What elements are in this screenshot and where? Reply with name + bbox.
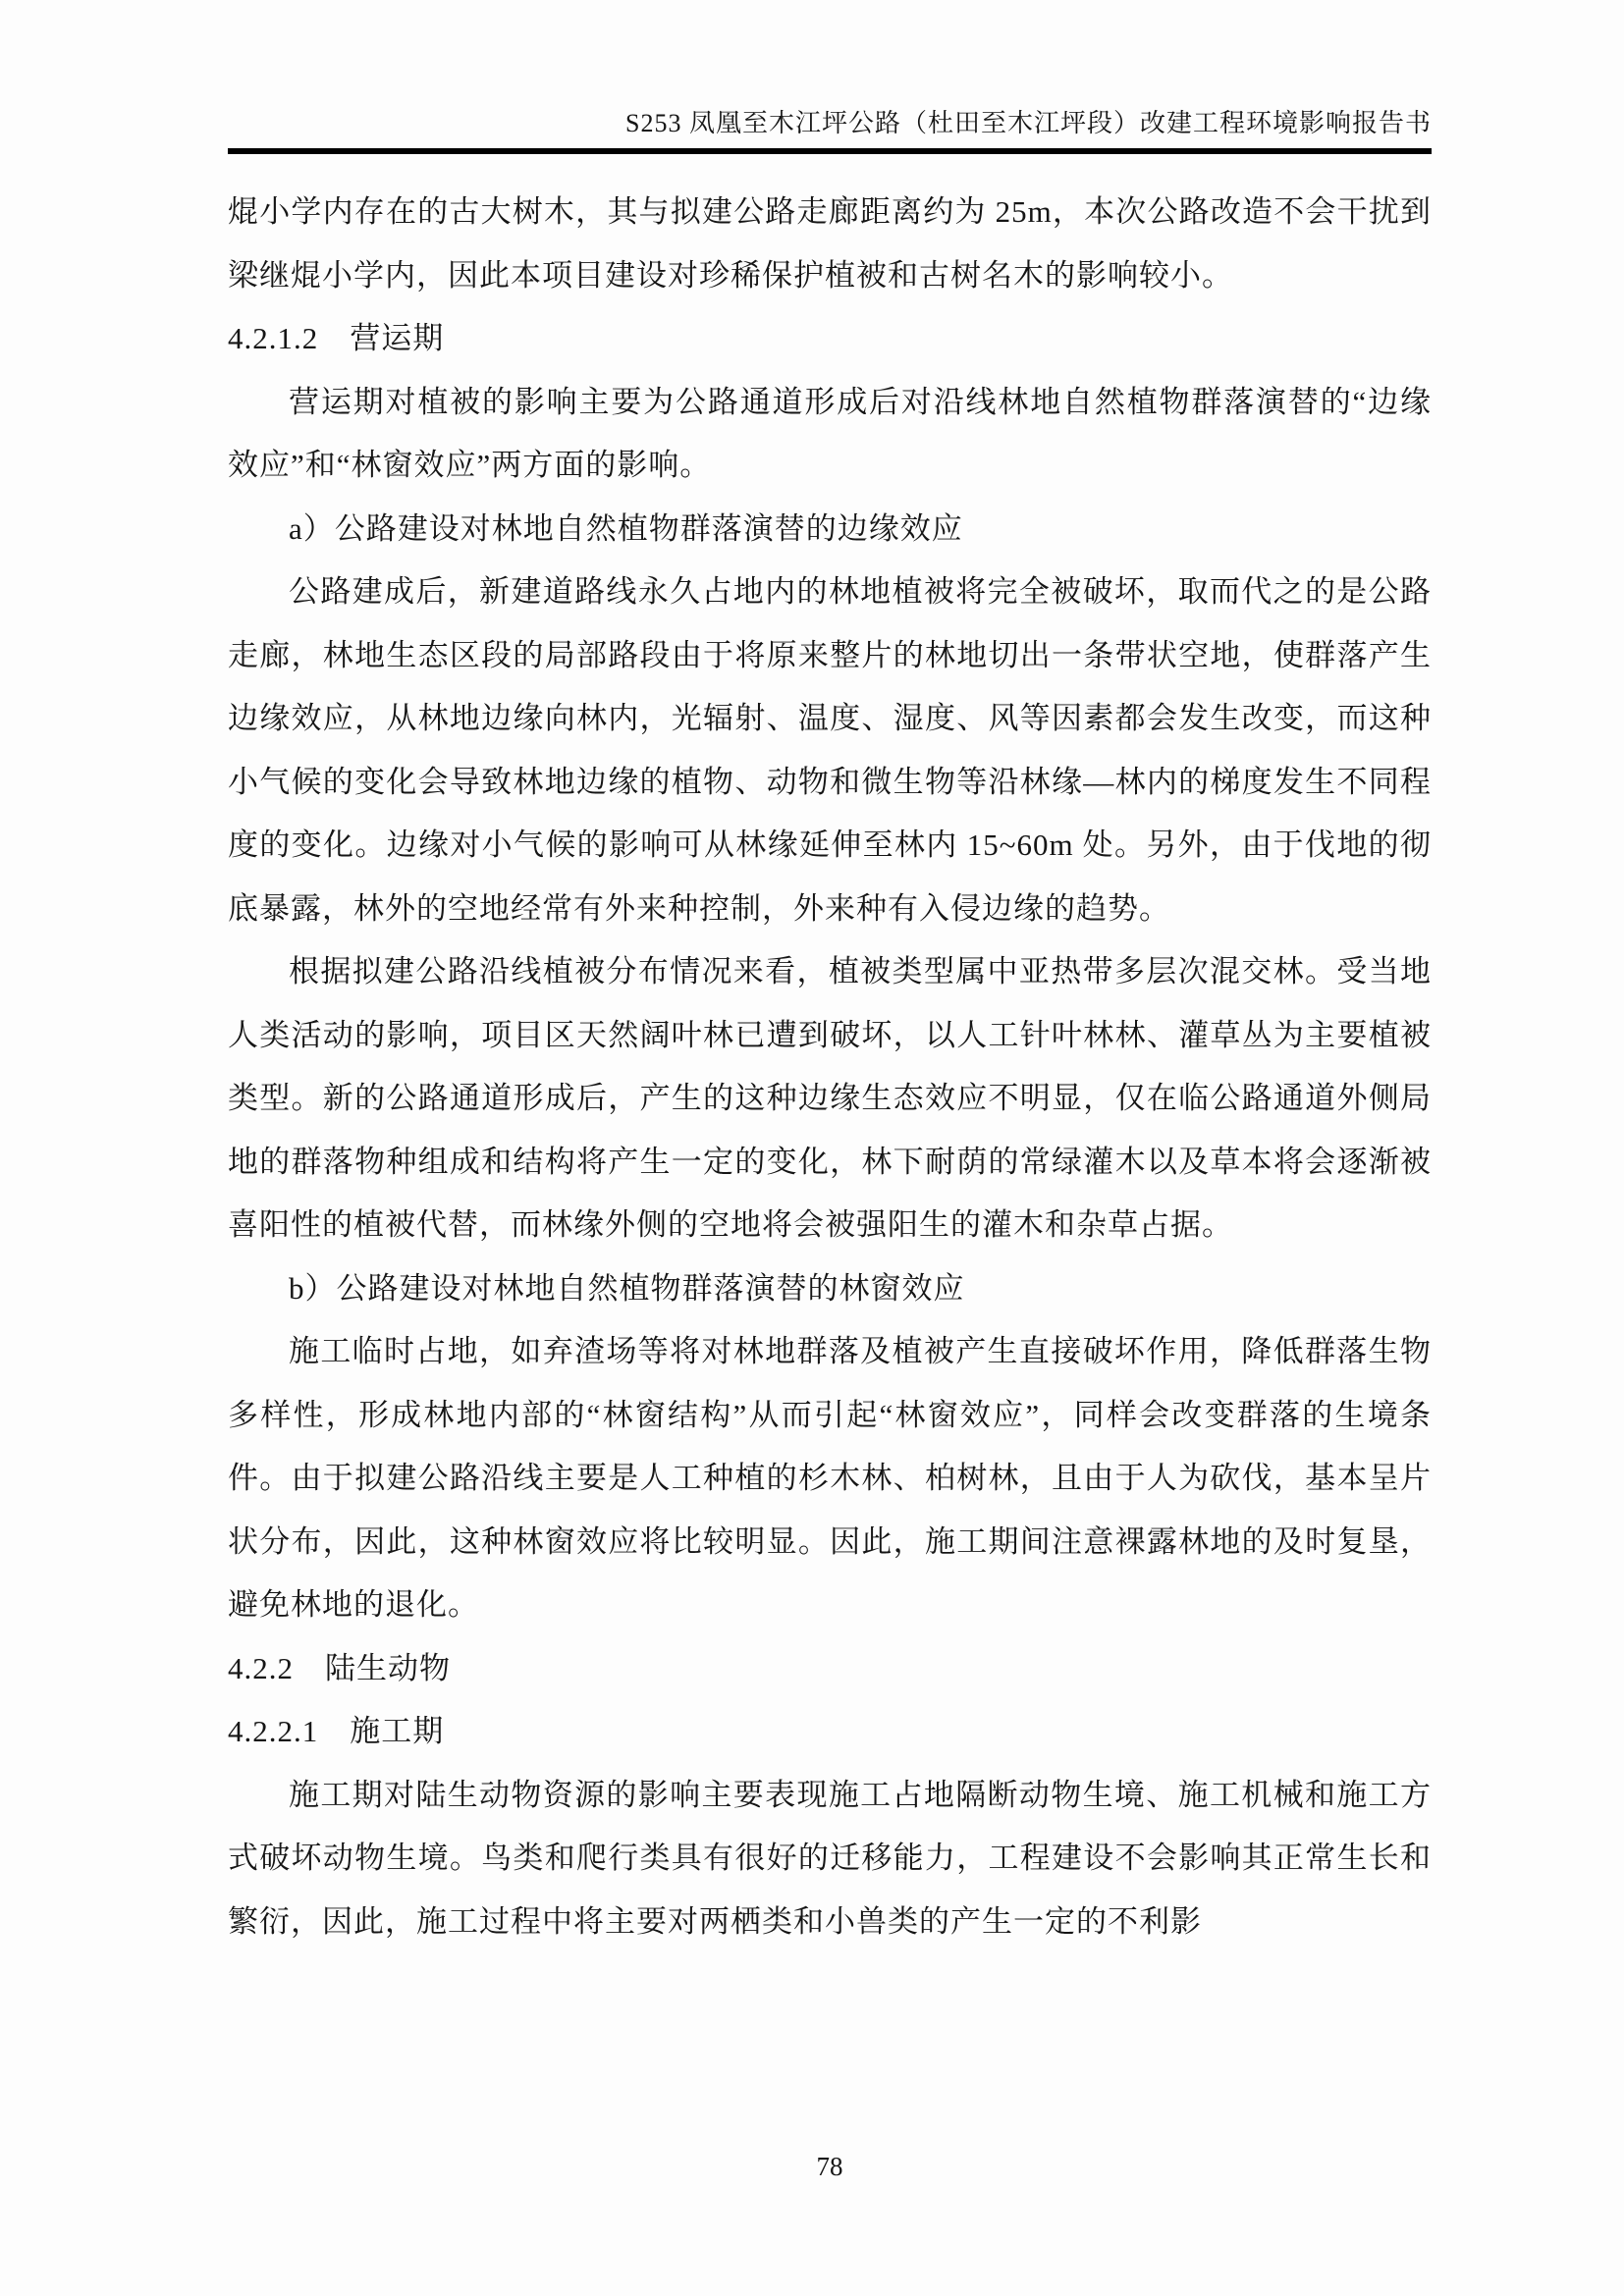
header-rule: [228, 148, 1432, 154]
paragraph-continued-tree-protection: 焜小学内存在的古大树木，其与拟建公路走廊距离约为 25m，本次公路改造不会干扰到梁继焜小学内，因此本项目建设对珍稀保护植被和古树名木的影响较小。: [228, 194, 1432, 293]
heading-4-2-1-2-operation-period: 4.2.1.2 营运期: [228, 321, 445, 355]
paragraph-item-b-forest-gap-title: b）公路建设对林地自然植物群落演替的林窗效应: [289, 1270, 965, 1306]
report-header-title: S253 凤凰至木江坪公路（杜田至木江坪段）改建工程环境影响报告书: [625, 109, 1432, 137]
paragraph-construction-animal-impact: 施工期对陆生动物资源的影响主要表现施工占地隔断动物生境、施工机械和施工方式破坏动物生境。鸟类和爬行类具有很好的迁移能力，工程建设不会影响其正常生长和繁衍，因此，施工过程中将主要对两栖类和小兽类的产生一定的不利影: [228, 1777, 1432, 1939]
paragraph-item-a-edge-effect-title: a）公路建设对林地自然植物群落演替的边缘效应: [289, 510, 963, 546]
paragraph-vegetation-distribution: 根据拟建公路沿线植被分布情况来看，植被类型属中亚热带多层次混交林。受当地人类活动的影响，项目区天然阔叶林已遭到破坏，以人工针叶林林、灌草丛为主要植被类型。新的公路通道形成后，产生的这种边缘生态效应不明显，仅在临公路通道外侧局地的群落物种组成和结构将产生一定的变化，林下耐荫的常绿灌木以及草本将会逐渐被喜阳性的植被代替，而林缘外侧的空地将会被强阳生的灌木和杂草占据。: [228, 954, 1432, 1242]
heading-4-2-2-1-construction-period: 4.2.2.1 施工期: [228, 1714, 445, 1748]
paragraph-forest-gap-detail: 施工临时占地，如弃渣场等将对林地群落及植被产生直接破坏作用，降低群落生物多样性，形成林地内部的“林窗结构”从而引起“林窗效应”，同样会改变群落的生境条件。由于拟建公路沿线主要是人工种植的杉木林、柏树林，且由于人为砍伐，基本呈片状分布，因此，这种林窗效应将比较明显。因此，施工期间注意裸露林地的及时复垦，避免林地的退化。: [228, 1334, 1432, 1622]
page-number: 78: [816, 2152, 843, 2181]
document-body: [228, 181, 1432, 1953]
paragraph-operation-impact-overview: 营运期对植被的影响主要为公路通道形成后对沿线林地自然植物群落演替的“边缘效应”和“林窗效应”两方面的影响。: [228, 384, 1432, 482]
heading-4-2-2-terrestrial-animals: 4.2.2 陆生动物: [228, 1650, 451, 1685]
paragraph-edge-effect-detail: 公路建成后，新建道路线永久占地内的林地植被将完全被破坏，取而代之的是公路走廊，林地生态区段的局部路段由于将原来整片的林地切出一条带状空地，使群落产生边缘效应，从林地边缘向林内，光辐射、温度、湿度、风等因素都会发生改变，而这种小气候的变化会导致林地边缘的植物、动物和微生物等沿林缘—林内的梯度发生不同程度的变化。边缘对小气候的影响可从林缘延伸至林内 15~60m 处。另外，由于伐地的彻底暴露，林外的空地经常有外来种控制，外来种有入侵边缘的趋势。: [228, 574, 1432, 926]
